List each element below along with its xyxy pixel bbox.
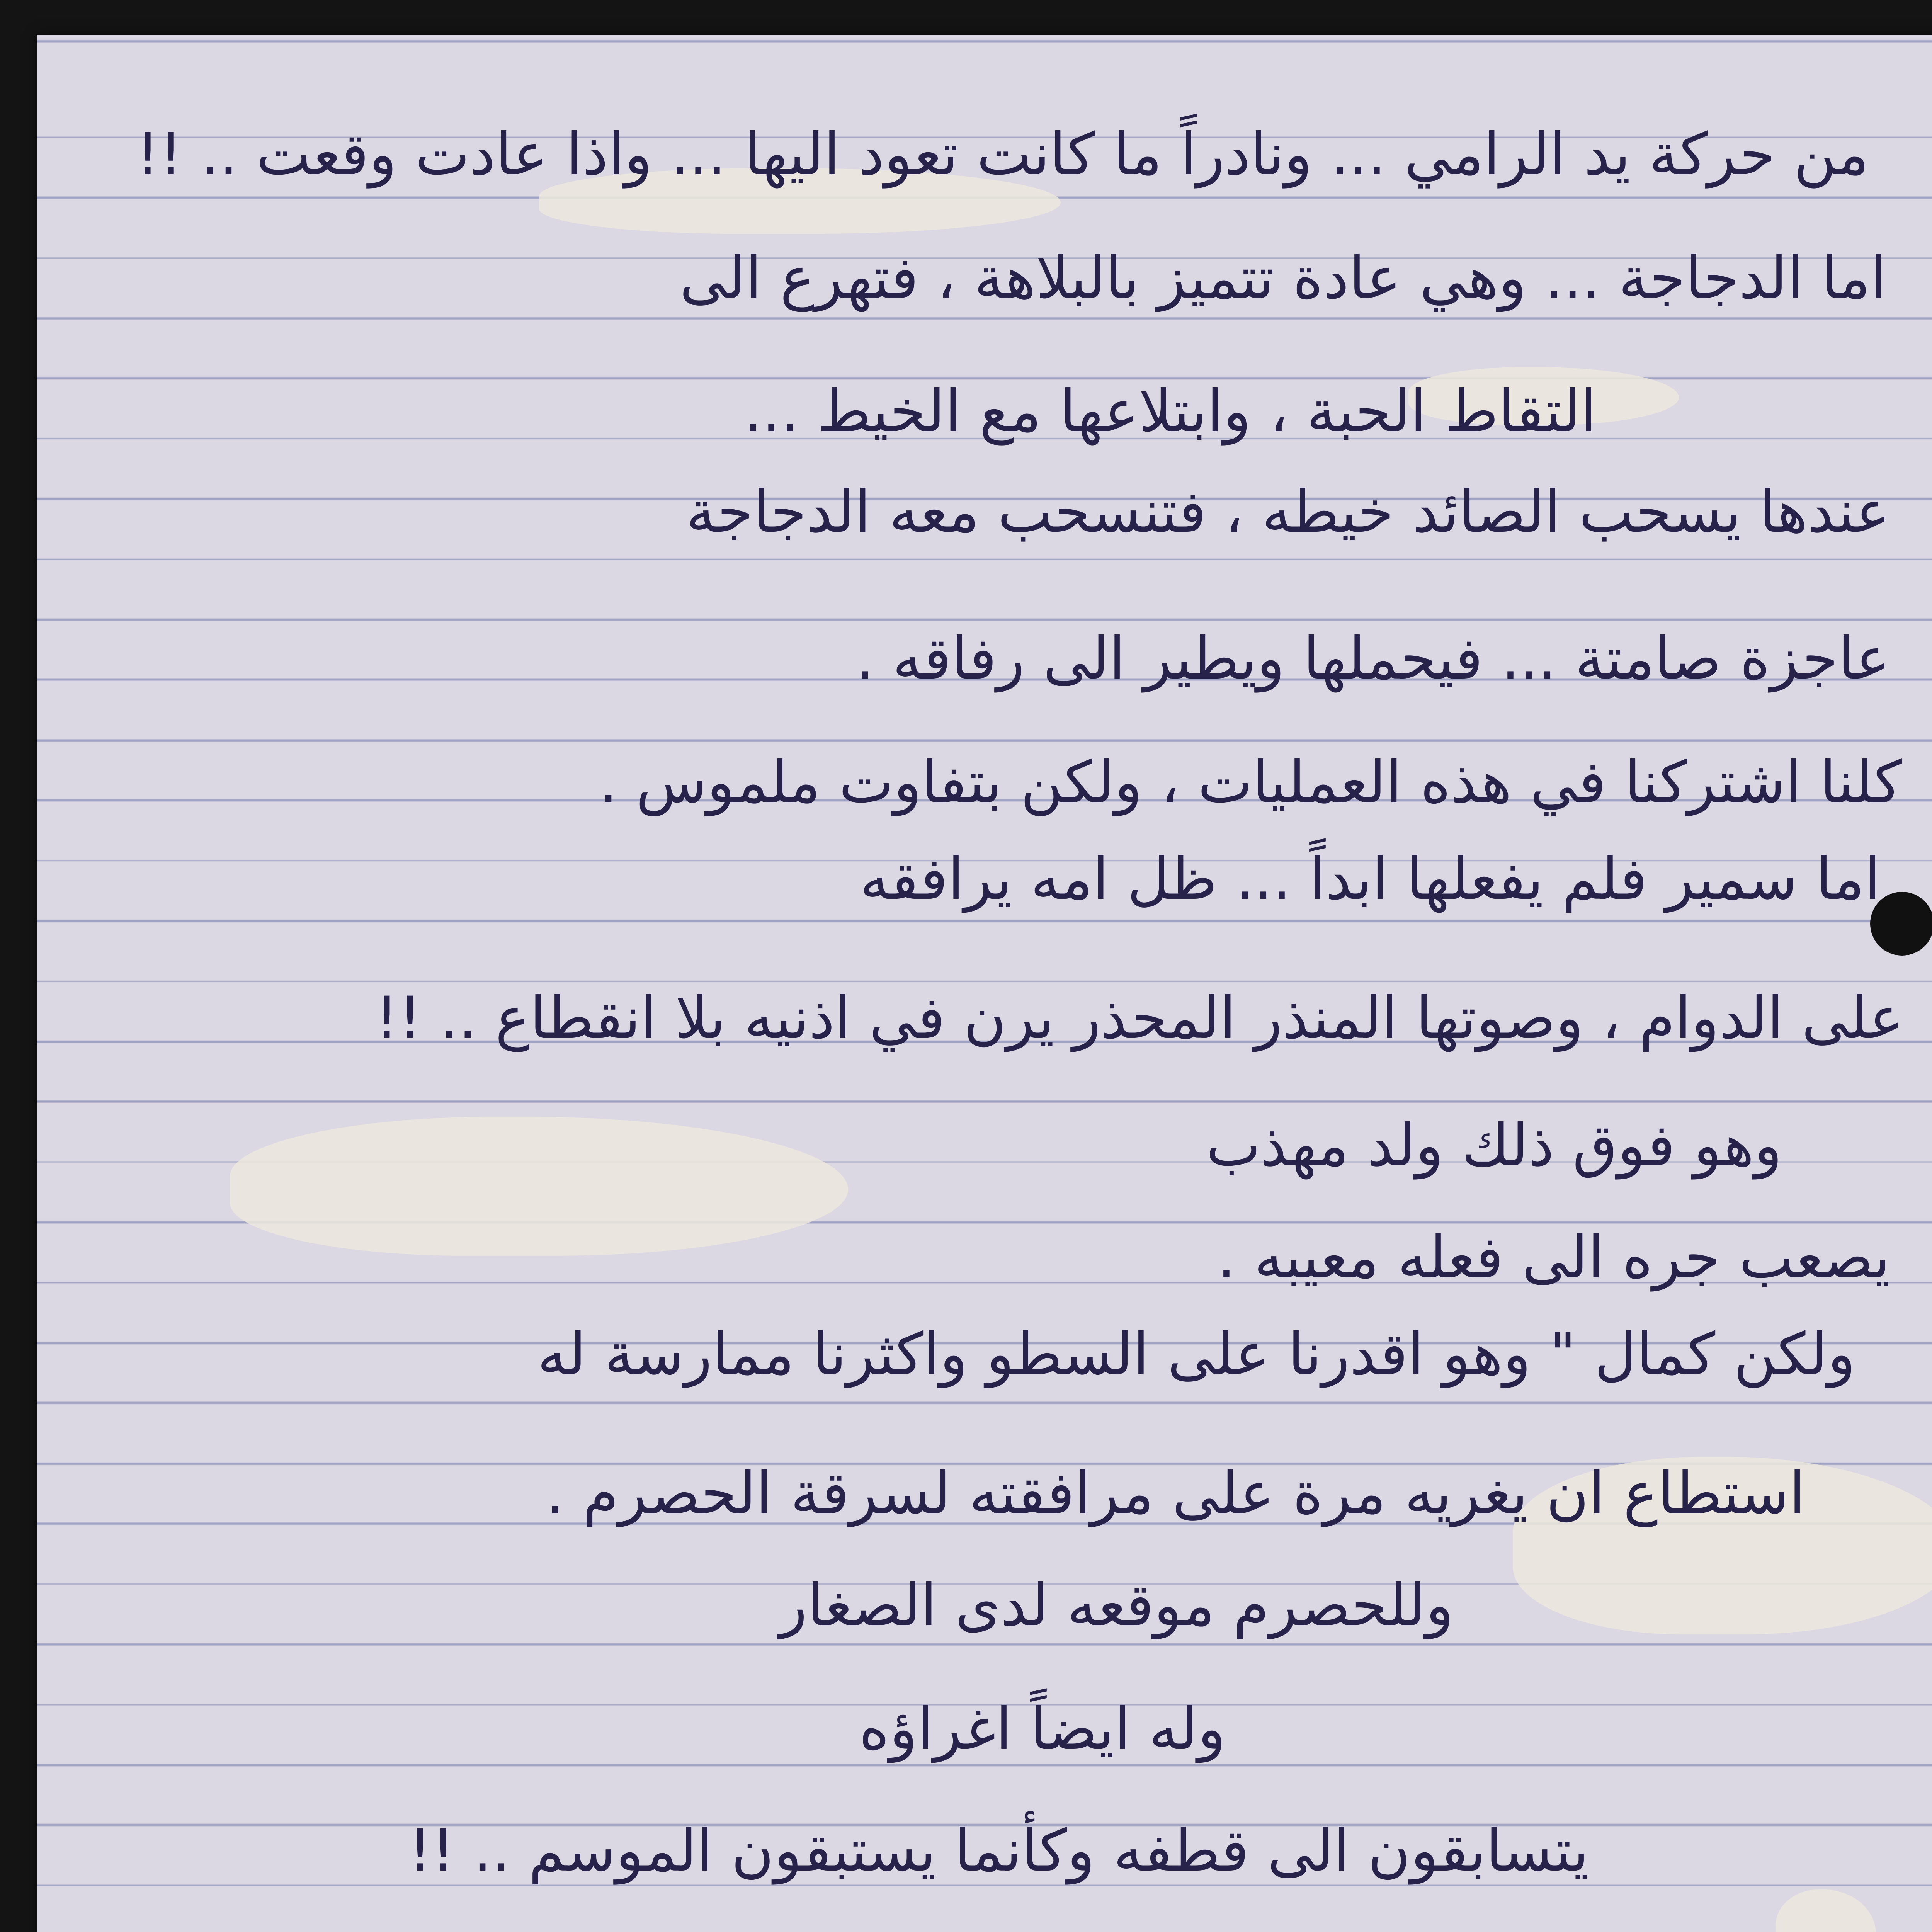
handwritten-line: كلنا اشتركنا في هذه العمليات ، ولكن بتفاوت ملموس .: [599, 749, 1902, 816]
paper-stain: [230, 1117, 848, 1256]
handwritten-line: وهو فوق ذلك ولد مهذب: [1206, 1112, 1782, 1179]
handwritten-line: عندها يسحب الصائد خيطه ، فتنسحب معه الدجاجة: [686, 478, 1890, 546]
handwritten-line: التقاط الحبة ، وابتلاعها مع الخيط ...: [743, 378, 1597, 445]
handwritten-line: استطاع ان يغريه مرة على مرافقته لسرقة الحصرم .: [546, 1460, 1805, 1527]
paper-stain: [1776, 1889, 1876, 1932]
handwritten-line: اما الدجاجة ... وهي عادة تتميز بالبلاهة ، فتهرع الى: [679, 245, 1886, 312]
handwritten-line: ولكن كمال " وهو اقدرنا على السطو واكثرنا ممارسة له: [537, 1321, 1855, 1388]
handwritten-line: على الدوام ، وصوتها المنذر المحذر يرن في اذنيه بلا انقطاع .. !!: [375, 985, 1904, 1052]
handwritten-line: يصعب جره الى فعله معيبه .: [1217, 1224, 1890, 1291]
handwritten-line: عاجزة صامتة ... فيحملها ويطير الى رفاقه .: [855, 625, 1890, 692]
lined-paper-sheet: [37, 35, 1932, 1932]
handwritten-line: اما سمير فلم يفعلها ابداً ... ظل امه يرافقه: [860, 845, 1881, 913]
handwritten-line: يتسابقون الى قطفه وكأنما يستبقون الموسم .. !!: [408, 1817, 1589, 1884]
handwritten-line: وللحصرم موقعه لدى الصغار: [779, 1572, 1454, 1639]
handwritten-line: وله ايضاً اغراؤه: [859, 1696, 1226, 1763]
handwritten-line: من حركة يد الرامي ... ونادراً ما كانت تعود اليها ... واذا عادت وقعت .. !!: [136, 121, 1869, 188]
